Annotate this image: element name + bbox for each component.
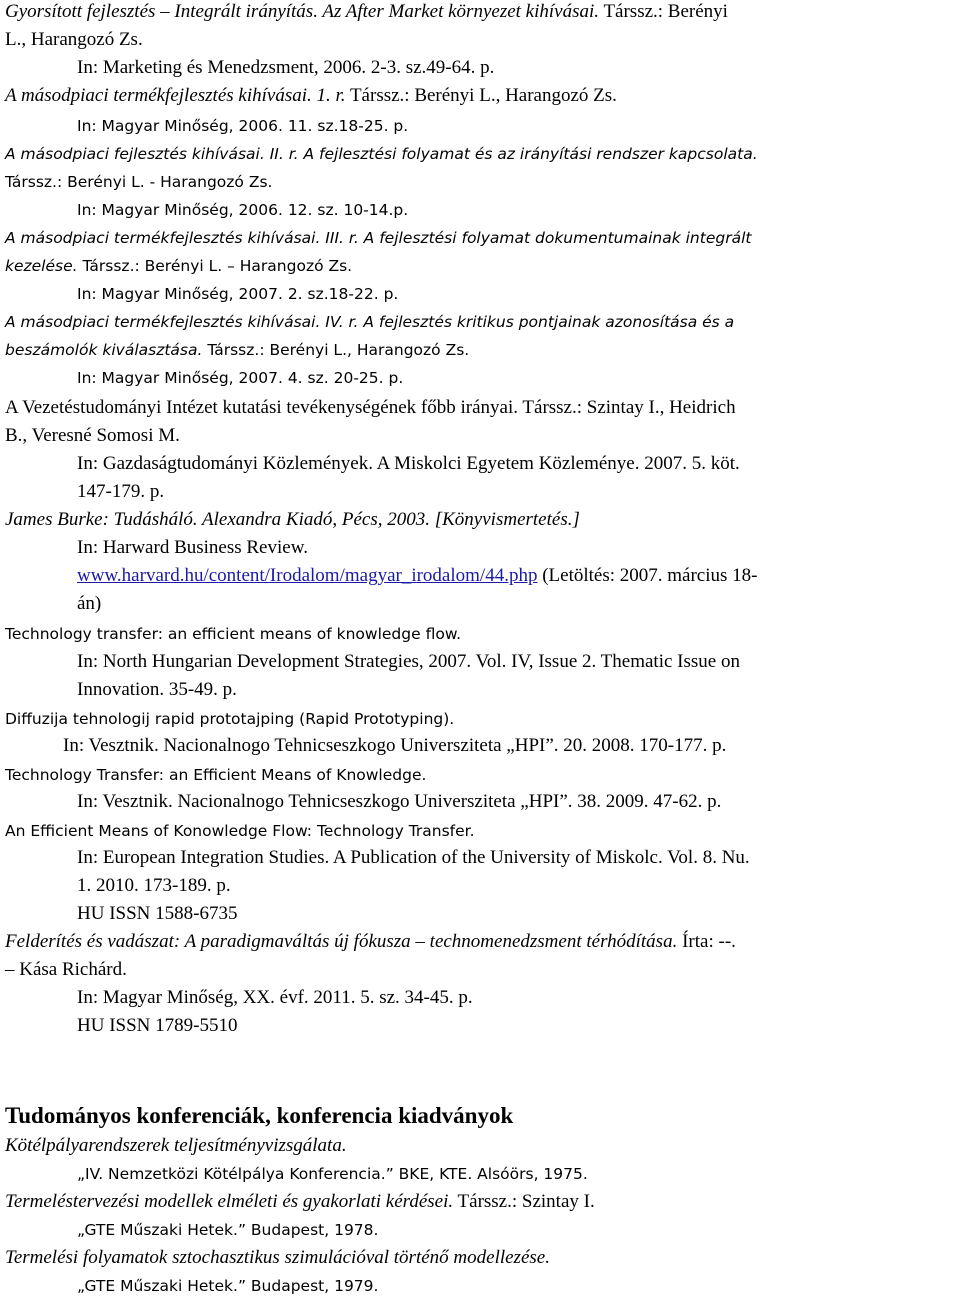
- ref-line: [5, 254, 352, 278]
- ref-authors: Társsz.: Berényi L. - Harangozó Zs.: [5, 173, 273, 191]
- ref-title: A másodpiaci termékfejlesztés kihívásai. IV. r. A fejlesztés kritikus pontjainak azonosítása és a: [5, 313, 735, 331]
- conf-title: Kötélpályarendszerek teljesítményvizsgálata.: [5, 1135, 347, 1156]
- ref-source: In: North Hungarian Development Strategies, 2007. Vol. IV, Issue 2. Thematic Issue on: [77, 651, 740, 672]
- ref-title: Diffuzija tehnologij rapid prototajping (Rapid Prototyping).: [5, 710, 455, 728]
- ref-source: In: Magyar Minőség, XX. évf. 2011. 5. sz. 34-45. p.: [77, 987, 473, 1008]
- section-heading: Tudományos konferenciák, konferencia kiadványok: [5, 1103, 514, 1128]
- ref-line: án): [77, 593, 102, 614]
- ref-download-date: (Letöltés: 2007. március 18-: [537, 565, 758, 586]
- ref-title-cont: kezelése.: [5, 257, 78, 275]
- ref-source: In: Marketing és Menedzsment, 2006. 2-3. sz.49-64. p.: [77, 57, 495, 78]
- ref-title: A másodpiaci fejlesztés kihívásai. II. r. A fejlesztési folyamat és az irányítási rendszer kapcsolata.: [5, 145, 758, 163]
- conf-title: Termelési folyamatok sztochasztikus szimulációval történő modellezése.: [5, 1247, 550, 1268]
- ref-line: L., Harangozó Zs.: [5, 29, 143, 50]
- conf-title: Termeléstervezési modellek elméleti és gyakorlati kérdései.: [5, 1191, 454, 1212]
- ref-title-cont: beszámolók kiválasztása.: [5, 341, 203, 359]
- ref-authors: Társsz.: Berényi L., Harangozó Zs.: [202, 341, 470, 359]
- ref-issn: HU ISSN 1588-6735: [77, 903, 238, 924]
- ref-title: Technology transfer: an efficient means of knowledge flow.: [5, 625, 462, 643]
- ref-authors: Társsz.: Berényi L. – Harangozó Zs.: [77, 257, 353, 275]
- conf-authors: Társsz.: Szintay I.: [453, 1191, 595, 1212]
- ref-source: In: European Integration Studies. A Publication of the University of Miskolc. Vol. 8. Nu.: [77, 847, 750, 868]
- ref-title: Technology Transfer: an Efficient Means of Knowledge.: [5, 766, 427, 784]
- ref-issn: HU ISSN 1789-5510: [77, 1015, 238, 1036]
- ref-title: A Vezetéstudományi Intézet kutatási tevékenységének főbb irányai. Társsz.: Szintay I., Heidrich: [5, 397, 736, 418]
- ref-line: [77, 564, 757, 588]
- ref-source: In: Magyar Minőség, 2006. 12. sz. 10-14.p.: [77, 201, 409, 219]
- ref-title: James Burke: Tudásháló. Alexandra Kiadó, Pécs, 2003. [Könyvismertetés.]: [5, 509, 580, 530]
- ref-source: In: Vesztnik. Nacionalnogo Tehnicseszkogo Universziteta „HPI”. 20. 2008. 170-177. p.: [63, 735, 727, 756]
- ref-line: [5, 0, 728, 24]
- ref-title: An Efficient Means of Konowledge Flow: Technology Transfer.: [5, 822, 475, 840]
- conf-line: [5, 1190, 595, 1214]
- ref-authors: Társsz.: Berényi L., Harangozó Zs.: [345, 85, 617, 106]
- conf-venue: „GTE Műszaki Hetek.” Budapest, 1979.: [77, 1277, 379, 1295]
- ref-pages: 1. 2010. 173-189. p.: [77, 875, 231, 896]
- ref-authors: Társsz.: Berényi: [599, 1, 728, 22]
- ref-author-label: Írta: --.: [677, 931, 736, 952]
- ref-url-link[interactable]: www.harvard.hu/content/Irodalom/magyar_irodalom/44.php: [77, 565, 538, 586]
- ref-author: – Kása Richárd.: [5, 959, 127, 980]
- ref-source: In: Gazdaságtudományi Közlemények. A Miskolci Egyetem Közleménye. 2007. 5. köt.: [77, 453, 740, 474]
- ref-source: In: Magyar Minőség, 2007. 4. sz. 20-25. p.: [77, 369, 404, 387]
- conf-venue: „GTE Műszaki Hetek.” Budapest, 1978.: [77, 1221, 379, 1239]
- ref-authors: B., Veresné Somosi M.: [5, 425, 180, 446]
- ref-source: In: Harward Business Review.: [77, 537, 308, 558]
- ref-pages: Innovation. 35-49. p.: [77, 679, 237, 700]
- ref-title: Felderítés és vadászat: A paradigmaváltás új fókusza – technomenedzsment térhódítása.: [5, 931, 678, 952]
- ref-source: In: Vesztnik. Nacionalnogo Tehnicseszkogo Universziteta „HPI”. 38. 2009. 47-62. p.: [77, 791, 722, 812]
- ref-line: [5, 338, 469, 362]
- ref-title: Gyorsított fejlesztés – Integrált irányítás. Az After Market környezet kihívásai.: [5, 1, 600, 22]
- ref-source: In: Magyar Minőség, 2006. 11. sz.18-25. p.: [77, 117, 409, 135]
- ref-title: A másodpiaci termékfejlesztés kihívásai. 1. r.: [5, 85, 346, 106]
- ref-source: In: Magyar Minőség, 2007. 2. sz.18-22. p.: [77, 285, 399, 303]
- conf-venue: „IV. Nemzetközi Kötélpálya Konferencia.” BKE, KTE. Alsóörs, 1975.: [77, 1165, 588, 1183]
- ref-pages: 147-179. p.: [77, 481, 165, 502]
- ref-title: A másodpiaci termékfejlesztés kihívásai. III. r. A fejlesztési folyamat dokumentumainak integrált: [5, 229, 752, 247]
- ref-line: [5, 84, 617, 108]
- ref-line: [5, 930, 736, 954]
